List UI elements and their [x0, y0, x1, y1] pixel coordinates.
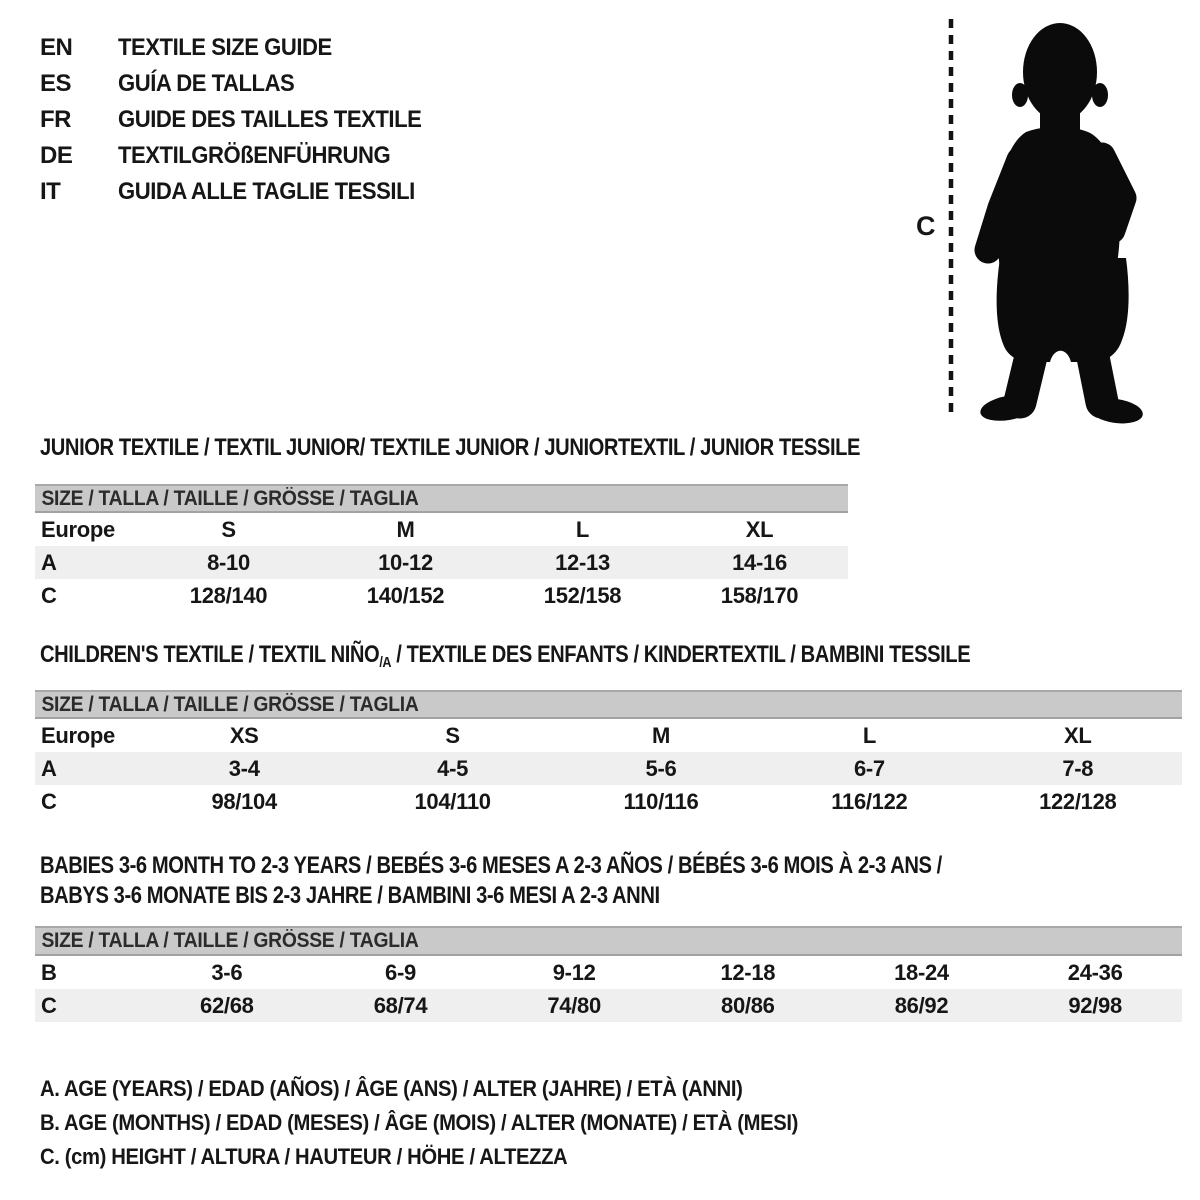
age-value: 5-6 — [645, 755, 677, 781]
size-value: L — [862, 722, 876, 748]
height-value: 152/158 — [543, 582, 622, 608]
height-value: 140/152 — [366, 582, 445, 608]
legend-line-a-text: A. AGE (YEARS) / EDAD (AÑOS) / ÂGE (ANS) / ALTER (JAHRE) / ETÀ (ANNI) — [40, 1076, 743, 1101]
size-value: L — [575, 516, 590, 542]
height-value: 116/122 — [831, 788, 908, 814]
children-size-header-text: SIZE / TALLA / TAILLE / GRÖSSE / TAGLIA — [41, 692, 419, 716]
height-value: 110/116 — [623, 788, 699, 814]
language-code-it: IT — [40, 178, 61, 205]
months-value: 24-36 — [1067, 959, 1123, 985]
measurement-legend — [40, 1072, 864, 1174]
height-value: 62/68 — [200, 992, 254, 1018]
language-row-fr — [40, 102, 448, 138]
children-row-europe — [35, 719, 1182, 752]
height-value: 98/104 — [211, 788, 277, 814]
language-title-list — [40, 30, 448, 210]
language-title-fr: GUIDE DES TAILLES TEXTILE — [118, 106, 422, 133]
legend-line-c-text: C. (cm) HEIGHT / ALTURA / HAUTEUR / HÖHE / ALTEZZA — [40, 1144, 568, 1169]
age-value: 3-4 — [228, 755, 260, 781]
height-value: 86/92 — [894, 992, 949, 1018]
children-section-title-text — [40, 641, 970, 671]
row-label: Europe — [41, 722, 115, 748]
babies-row-months — [35, 956, 1182, 989]
age-value: 6-7 — [853, 755, 885, 781]
row-label: C — [41, 788, 57, 814]
age-value: 4-5 — [437, 755, 469, 781]
age-value: 14-16 — [732, 549, 787, 575]
junior-size-table — [35, 484, 848, 612]
row-label: A — [41, 549, 57, 575]
toddler-silhouette-graphic — [935, 15, 1185, 425]
size-value: XL — [1064, 722, 1092, 748]
children-title-subscript: /A — [379, 654, 392, 671]
size-value: XL — [745, 516, 774, 542]
children-size-header-bar — [35, 690, 1182, 719]
babies-title-line2: BABYS 3-6 MONATE BIS 2-3 JAHRE / BAMBINI 3-6 MESI A 2-3 ANNI — [40, 882, 660, 909]
legend-line-b-text: B. AGE (MONTHS) / EDAD (MESES) / ÂGE (MOIS) / ALTER (MONATE) / ETÀ (MESI) — [40, 1110, 798, 1135]
babies-title-line1: BABIES 3-6 MONTH TO 2-3 YEARS / BEBÉS 3-6 MESES A 2-3 AÑOS / BÉBÉS 3-6 MOIS À 2-3 ANS / — [40, 852, 942, 879]
height-value: 80/86 — [721, 992, 775, 1018]
language-row-en — [40, 30, 448, 66]
height-value: 158/170 — [720, 582, 799, 608]
language-code-es: ES — [40, 70, 72, 97]
height-value: 104/110 — [414, 788, 491, 814]
months-value: 12-18 — [720, 959, 776, 985]
language-row-de — [40, 138, 448, 174]
height-value: 122/128 — [1039, 788, 1117, 814]
months-value: 6-9 — [385, 959, 416, 985]
children-row-height — [35, 785, 1182, 818]
months-value: 9-12 — [552, 959, 596, 985]
months-value: 18-24 — [894, 959, 949, 985]
junior-row-age — [35, 546, 848, 579]
row-label: B — [41, 959, 57, 985]
language-row-es — [40, 66, 448, 102]
children-title-suffix: / TEXTILE DES ENFANTS / KINDERTEXTIL / BAMBINI TESSILE — [391, 641, 971, 668]
babies-size-table — [35, 926, 1182, 1022]
age-value: 10-12 — [378, 549, 433, 575]
babies-size-header-bar — [35, 926, 1182, 956]
language-code-fr: FR — [40, 106, 71, 133]
size-value: XS — [229, 722, 259, 748]
age-value: 7-8 — [1062, 755, 1094, 781]
size-value: M — [396, 516, 415, 542]
height-value: 74/80 — [547, 992, 601, 1018]
babies-row-height — [35, 989, 1182, 1022]
measurement-figure — [900, 15, 1200, 425]
junior-section-title-text: JUNIOR TEXTILE / TEXTIL JUNIOR/ TEXTILE JUNIOR / JUNIORTEXTIL / JUNIOR TESSILE — [40, 434, 861, 461]
height-value: 68/74 — [373, 992, 428, 1018]
children-size-table — [35, 690, 1182, 818]
children-row-age — [35, 752, 1182, 785]
row-label: C — [41, 992, 57, 1018]
junior-size-header-text: SIZE / TALLA / TAILLE / GRÖSSE / TAGLIA — [41, 486, 419, 510]
language-row-it — [40, 174, 448, 210]
age-value: 12-13 — [555, 549, 610, 575]
row-label: A — [41, 755, 57, 781]
babies-section-title — [40, 851, 1114, 911]
age-value: 8-10 — [207, 549, 250, 575]
height-value: 92/98 — [1068, 992, 1122, 1018]
height-measure-label: C — [916, 211, 936, 241]
size-value: S — [445, 722, 460, 748]
junior-size-header-bar — [35, 484, 848, 513]
months-value: 3-6 — [211, 959, 243, 985]
language-title-de: TEXTILGRÖßENFÜHRUNG — [118, 142, 391, 169]
language-code-en: EN — [40, 34, 73, 61]
size-value: M — [651, 722, 670, 748]
legend-line-c — [40, 1140, 864, 1174]
toddler-silhouette — [978, 23, 1144, 425]
language-title-es: GUÍA DE TALLAS — [118, 70, 295, 97]
babies-size-header-text: SIZE / TALLA / TAILLE / GRÖSSE / TAGLIA — [41, 929, 419, 952]
junior-row-europe — [35, 513, 848, 546]
row-label: Europe — [41, 516, 115, 542]
junior-row-height — [35, 579, 848, 612]
size-value: S — [221, 516, 236, 542]
language-title-it: GUIDA ALLE TAGLIE TESSILI — [118, 178, 415, 205]
legend-line-b — [40, 1106, 864, 1140]
junior-section-title — [40, 434, 1016, 462]
children-title-prefix: CHILDREN'S TEXTILE / TEXTIL NIÑO — [40, 641, 380, 668]
language-title-en: TEXTILE SIZE GUIDE — [118, 34, 332, 61]
row-label: C — [41, 582, 57, 608]
legend-line-a — [40, 1072, 864, 1106]
height-value: 128/140 — [189, 582, 268, 608]
children-section-title — [40, 641, 1147, 671]
language-code-de: DE — [40, 142, 73, 169]
